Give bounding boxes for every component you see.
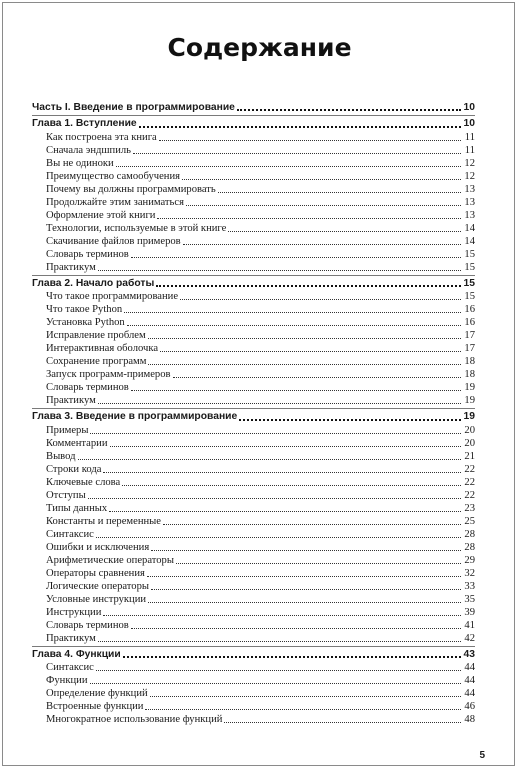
toc-entry-page: 44 xyxy=(464,687,475,699)
toc-entry-page: 19 xyxy=(464,382,475,394)
dot-leader xyxy=(147,576,461,577)
toc-section-entry[interactable] xyxy=(32,235,475,248)
toc-entry-label: Интерактивная оболочка xyxy=(46,343,159,355)
toc-entry-page: 35 xyxy=(464,593,475,605)
toc-chapter-entry[interactable] xyxy=(32,410,475,423)
toc-section-entry[interactable] xyxy=(32,424,475,437)
toc-entry-label: Ключевые слова xyxy=(46,476,121,488)
toc-section-entry[interactable] xyxy=(32,580,475,593)
toc-entry-page: 17 xyxy=(464,330,475,342)
dot-leader xyxy=(224,722,461,723)
dot-leader xyxy=(148,602,461,603)
toc-section-entry[interactable] xyxy=(32,222,475,235)
dot-leader xyxy=(218,192,461,193)
dot-leader xyxy=(151,589,461,590)
toc-entry-label: Глава 3. Введение в программирование xyxy=(32,411,238,423)
toc-entry-label: Вывод xyxy=(46,450,76,462)
toc-entry-page: 41 xyxy=(464,619,475,631)
toc-entry-label: Что такое Python xyxy=(46,304,123,316)
dot-leader xyxy=(123,656,461,658)
dot-leader xyxy=(186,205,461,206)
toc-entry-label: Оформление этой книги xyxy=(46,209,156,221)
toc-section-entry[interactable] xyxy=(32,515,475,528)
toc-entry-page: 14 xyxy=(464,222,475,234)
toc-section-entry[interactable] xyxy=(32,261,475,274)
toc-section-entry[interactable] xyxy=(32,713,475,726)
dot-leader xyxy=(145,709,461,710)
toc-entry-label: Арифметические операторы xyxy=(46,554,174,566)
toc-section-entry[interactable] xyxy=(32,394,475,407)
toc-entry-label: Условные инструкции xyxy=(46,593,147,605)
toc-section-entry[interactable] xyxy=(32,593,475,606)
toc-section-entry[interactable] xyxy=(32,463,475,476)
toc-entry-label: Скачивание файлов примеров xyxy=(46,235,181,247)
toc-entry-label: Практикум xyxy=(46,395,96,407)
toc-section-entry[interactable] xyxy=(32,157,475,170)
dot-leader xyxy=(96,537,461,538)
toc-entry-label: Строки кода xyxy=(46,463,102,475)
toc-section-entry[interactable] xyxy=(32,674,475,687)
toc-entry-page: 18 xyxy=(464,356,475,368)
toc-entry-page: 12 xyxy=(464,157,475,169)
table-of-contents xyxy=(32,101,475,726)
dot-leader xyxy=(98,641,461,642)
chapter-divider xyxy=(32,275,475,276)
toc-entry-label: Словарь терминов xyxy=(46,619,129,631)
dot-leader xyxy=(163,524,461,525)
dot-leader xyxy=(139,126,461,128)
dot-leader xyxy=(88,498,461,499)
toc-entry-page: 11 xyxy=(464,144,475,156)
toc-entry-label: Многократное использование функций xyxy=(46,713,223,725)
toc-section-entry[interactable] xyxy=(32,170,475,183)
toc-section-entry[interactable] xyxy=(32,632,475,645)
toc-entry-page: 43 xyxy=(463,648,475,660)
toc-section-entry[interactable] xyxy=(32,196,475,209)
toc-entry-page: 23 xyxy=(464,502,475,514)
toc-section-entry[interactable] xyxy=(32,541,475,554)
dot-leader xyxy=(148,364,461,365)
toc-entry-page: 22 xyxy=(464,463,475,475)
toc-entry-page: 28 xyxy=(464,528,475,540)
toc-section-entry[interactable] xyxy=(32,368,475,381)
dot-leader xyxy=(156,285,461,287)
toc-section-entry[interactable] xyxy=(32,619,475,632)
toc-section-entry[interactable] xyxy=(32,502,475,515)
dot-leader xyxy=(228,231,461,232)
toc-entry-page: 13 xyxy=(464,183,475,195)
dot-leader xyxy=(133,153,461,154)
toc-entry-label: Исправление проблем xyxy=(46,330,146,342)
toc-section-entry[interactable] xyxy=(32,381,475,394)
toc-entry-page: 13 xyxy=(464,196,475,208)
toc-entry-page: 16 xyxy=(464,304,475,316)
toc-entry-label: Что такое программирование xyxy=(46,291,179,303)
toc-entry-label: Вы не одиноки xyxy=(46,157,114,169)
toc-entry-page: 14 xyxy=(464,235,475,247)
toc-entry-page: 19 xyxy=(463,411,475,423)
toc-part-entry[interactable] xyxy=(32,101,475,114)
toc-section-entry[interactable] xyxy=(32,476,475,489)
dot-leader xyxy=(151,550,461,551)
toc-entry-label: Синтаксис xyxy=(46,528,94,540)
toc-entry-page: 39 xyxy=(464,606,475,618)
toc-chapter-entry[interactable] xyxy=(32,117,475,130)
toc-entry-page: 18 xyxy=(464,369,475,381)
toc-section-entry[interactable] xyxy=(32,554,475,567)
dot-leader xyxy=(150,696,461,697)
toc-entry-page: 10 xyxy=(463,101,475,113)
toc-section-entry[interactable] xyxy=(32,131,475,144)
toc-entry-label: Практикум xyxy=(46,632,96,644)
dot-leader xyxy=(98,270,461,271)
toc-section-entry[interactable] xyxy=(32,342,475,355)
toc-entry-label: Функции xyxy=(46,674,88,686)
dot-leader xyxy=(96,670,461,671)
toc-section-entry[interactable] xyxy=(32,606,475,619)
toc-entry-label: Глава 4. Функции xyxy=(32,648,121,660)
toc-entry-label: Глава 1. Вступление xyxy=(32,118,137,130)
toc-entry-label: Преимущество самообучения xyxy=(46,170,181,182)
toc-entry-page: 15 xyxy=(464,291,475,303)
toc-entry-page: 48 xyxy=(464,713,475,725)
dot-leader xyxy=(98,403,461,404)
toc-entry-page: 12 xyxy=(464,170,475,182)
dot-leader xyxy=(109,511,461,512)
toc-section-entry[interactable] xyxy=(32,248,475,261)
toc-section-entry[interactable] xyxy=(32,183,475,196)
toc-entry-page: 15 xyxy=(463,277,475,289)
toc-entry-label: Логические операторы xyxy=(46,580,149,592)
toc-entry-label: Определение функций xyxy=(46,687,148,699)
toc-entry-label: Глава 2. Начало работы xyxy=(32,277,155,289)
toc-entry-label: Практикум xyxy=(46,261,96,273)
dot-leader xyxy=(157,218,461,219)
toc-entry-label: Сначала эндшпиль xyxy=(46,144,131,156)
toc-entry-page: 42 xyxy=(464,632,475,644)
toc-entry-label: Примеры xyxy=(46,424,89,436)
dot-leader xyxy=(127,325,461,326)
toc-entry-label: Сохранение программ xyxy=(46,356,147,368)
dot-leader xyxy=(159,140,461,141)
toc-entry-page: 16 xyxy=(464,317,475,329)
toc-entry-label: Типы данных xyxy=(46,502,108,514)
dot-leader xyxy=(183,244,461,245)
toc-entry-label: Почему вы должны программировать xyxy=(46,183,216,195)
dot-leader xyxy=(90,433,461,434)
toc-entry-page: 15 xyxy=(464,261,475,273)
toc-section-entry[interactable] xyxy=(32,661,475,674)
toc-entry-label: Словарь терминов xyxy=(46,248,129,260)
toc-chapter-entry[interactable] xyxy=(32,277,475,290)
dot-leader xyxy=(90,683,462,684)
toc-entry-page: 22 xyxy=(464,489,475,501)
toc-section-entry[interactable] xyxy=(32,144,475,157)
toc-entry-label: Операторы сравнения xyxy=(46,567,145,579)
toc-section-entry[interactable] xyxy=(32,528,475,541)
toc-entry-label: Технологии, используемые в этой книге xyxy=(46,222,227,234)
toc-entry-page: 15 xyxy=(464,248,475,260)
toc-entry-page: 19 xyxy=(464,395,475,407)
page-title: Содержание xyxy=(167,33,352,62)
dot-leader xyxy=(103,615,461,616)
toc-entry-label: Как построена эта книга xyxy=(46,131,157,143)
toc-entry-label: Встроенные функции xyxy=(46,700,144,712)
toc-section-entry[interactable] xyxy=(32,687,475,700)
dot-leader xyxy=(239,419,461,421)
toc-entry-page: 13 xyxy=(464,209,475,221)
toc-entry-label: Часть I. Введение в программирование xyxy=(32,101,235,113)
chapter-divider xyxy=(32,646,475,647)
toc-entry-page: 20 xyxy=(464,424,475,436)
dot-leader xyxy=(180,299,461,300)
toc-section-entry[interactable] xyxy=(32,303,475,316)
toc-entry-page: 22 xyxy=(464,476,475,488)
toc-entry-label: Инструкции xyxy=(46,606,102,618)
toc-entry-label: Запуск программ-примеров xyxy=(46,369,171,381)
dot-leader xyxy=(176,563,461,564)
toc-section-entry[interactable] xyxy=(32,316,475,329)
dot-leader xyxy=(131,628,461,629)
toc-entry-page: 44 xyxy=(464,661,475,673)
dot-leader xyxy=(122,485,461,486)
toc-entry-label: Отступы xyxy=(46,489,86,501)
chapter-divider xyxy=(32,408,475,409)
toc-entry-page: 44 xyxy=(464,674,475,686)
dot-leader xyxy=(160,351,461,352)
toc-entry-page: 10 xyxy=(463,118,475,130)
toc-entry-page: 21 xyxy=(464,450,475,462)
toc-section-entry[interactable] xyxy=(32,700,475,713)
toc-entry-label: Словарь терминов xyxy=(46,382,129,394)
dot-leader xyxy=(124,312,461,313)
toc-entry-label: Продолжайте этим заниматься xyxy=(46,196,184,208)
toc-entry-label: Синтаксис xyxy=(46,661,94,673)
toc-entry-page: 28 xyxy=(464,541,475,553)
toc-entry-page: 11 xyxy=(464,131,475,143)
toc-entry-page: 29 xyxy=(464,554,475,566)
toc-entry-page: 32 xyxy=(464,567,475,579)
toc-section-entry[interactable] xyxy=(32,209,475,222)
dot-leader xyxy=(182,179,461,180)
toc-section-entry[interactable] xyxy=(32,489,475,502)
page-number: 5 xyxy=(479,750,485,761)
dot-leader xyxy=(173,377,461,378)
toc-section-entry[interactable] xyxy=(32,437,475,450)
dot-leader xyxy=(116,166,461,167)
dot-leader xyxy=(131,257,461,258)
toc-entry-label: Комментарии xyxy=(46,437,108,449)
dot-leader xyxy=(110,446,461,447)
toc-entry-label: Константы и переменные xyxy=(46,515,161,527)
toc-section-entry[interactable] xyxy=(32,450,475,463)
toc-entry-page: 20 xyxy=(464,437,475,449)
toc-entry-page: 46 xyxy=(464,700,475,712)
dot-leader xyxy=(131,390,461,391)
toc-chapter-entry[interactable] xyxy=(32,648,475,661)
dot-leader xyxy=(148,338,461,339)
toc-entry-page: 17 xyxy=(464,343,475,355)
toc-section-entry[interactable] xyxy=(32,567,475,580)
dot-leader xyxy=(103,472,461,473)
dot-leader xyxy=(237,109,461,111)
toc-entry-page: 25 xyxy=(464,515,475,527)
toc-section-entry[interactable] xyxy=(32,355,475,368)
dot-leader xyxy=(78,459,462,460)
toc-entry-label: Ошибки и исключения xyxy=(46,541,150,553)
toc-entry-page: 33 xyxy=(464,580,475,592)
toc-entry-label: Установка Python xyxy=(46,317,125,329)
toc-section-entry[interactable] xyxy=(32,290,475,303)
toc-section-entry[interactable] xyxy=(32,329,475,342)
chapter-divider xyxy=(32,115,475,116)
